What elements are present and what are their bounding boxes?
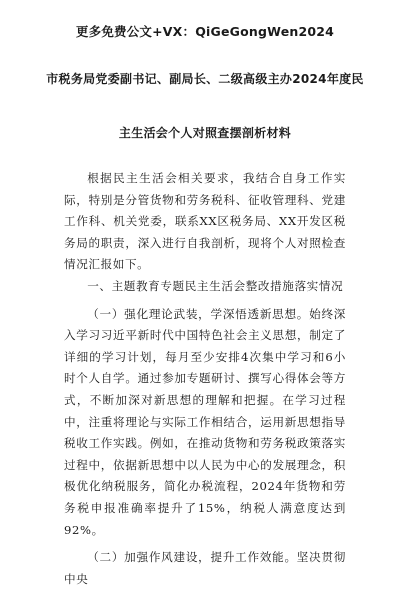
- item-paragraph-1: （一）强化理论武装，学深悟透新思想。始终深入学习习近平新时代中国特色社会主义思想，制定了详细的学习计划，每月至少安排4次集中学习和6小时个人自学。通过参加专题研讨、撰写心得体会等方式，不断加深对新思想的理解和把握。在学习过程中，注重将理论与实际工作相结合，运用新思想指导税收工作实践。例如，在推动货物和劳务税政策落实过程中，依据新思想中以人民为中心的发展理念，积极优化纳税服务，简化办税流程，2024年货物和劳务税申报准确率提升了15%，纳税人满意度达到92%。: [64, 306, 346, 537]
- intro-paragraph: 根据民主生活会相关要求，我结合自身工作实际，特别是分管货物和劳务税科、征收管理科、党建工作科、机关党委，联系XX区税务局、XX开发区税务局的职责，深入进行自我剖析，现将个人对照检查情况汇报如下。: [64, 171, 346, 272]
- section-heading-1: 一、主题教育专题民主生活会整改措施落实情况: [87, 278, 344, 293]
- title-line-1: 市税务局党委副书记、副局长、二级高级主办2024年度民: [46, 72, 364, 86]
- promo-header: 更多免费公文+VX：QiGeGongWen2024: [75, 24, 335, 39]
- item-paragraph-2: （二）加强作风建设，提升工作效能。坚决贯彻中央: [64, 550, 346, 586]
- title-line-2: 主生活会个人对照查摆剖析材料: [118, 126, 292, 140]
- document-body: [64, 168, 346, 590]
